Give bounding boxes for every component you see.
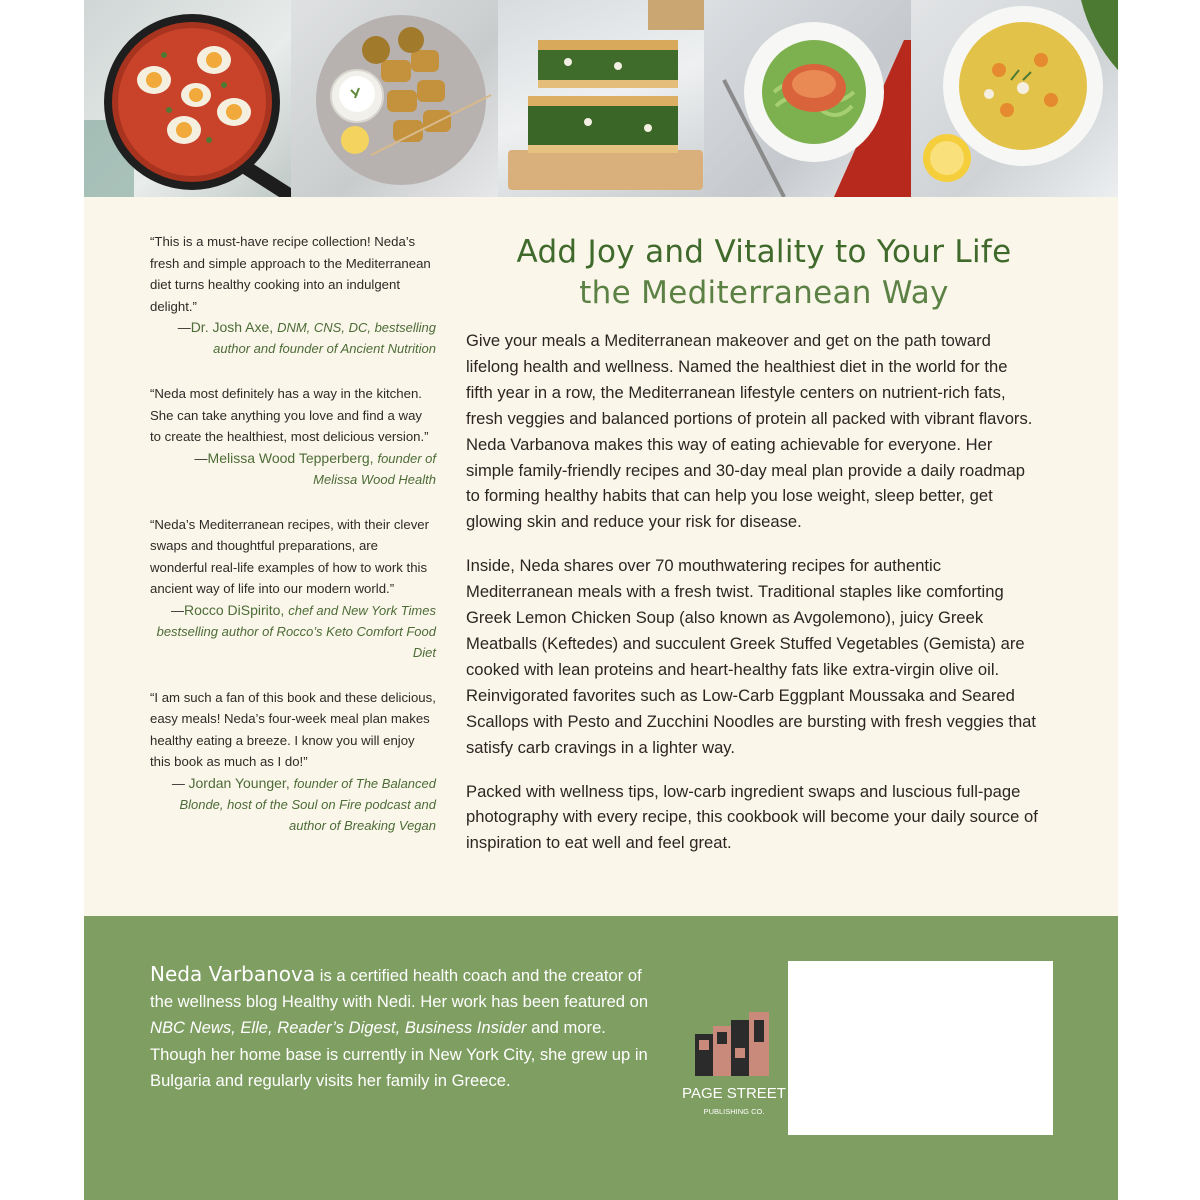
- lemon-chicken-soup-photo: [911, 0, 1118, 197]
- quote-attribution: [150, 773, 436, 836]
- headline-line-2: the Mediterranean Way: [579, 275, 949, 311]
- endorser-name: Melissa Wood Tepperberg,: [207, 449, 378, 466]
- endorser-name: Jordan Younger,: [188, 774, 294, 791]
- endorsement-quote: [150, 231, 436, 359]
- quote-text: “Neda most definitely has a way in the kitchen. She can take anything you love and find a way to create the healthiest, most delicious version.”: [150, 386, 429, 444]
- author-bio: [150, 961, 660, 1094]
- description-paragraph: Inside, Neda shares over 70 mouthwatering recipes for authentic Mediterranean meals with a fresh twist. Traditional staples like comforting Greek Lemon Chicken Soup (also known as Avgolemono), juicy Greek Meatballs (Keftedes) and succulent Greek Stuffed Vegetables (Gemista) are cooked with lean proteins and heart-healthy fats like extra-virgin olive oil. Reinvigorated favorites such as Low-Carb Eggplant Moussaka and Seared Scallops with Pesto and Zucchini Noodles are bursting with fresh veggies that satisfy carb cravings in a lighter way.: [466, 556, 1037, 757]
- endorser-title: founder of Melissa Wood Health: [313, 450, 436, 487]
- quote-attribution: [150, 448, 436, 490]
- spanakopita-photo: [498, 0, 705, 197]
- shakshuka-skillet-photo: [84, 0, 291, 197]
- bio-text-2: and more. Though her home base is currently in New York City, she grew up in Bulgaria and regularly visits her family in Greece.: [150, 1018, 648, 1090]
- quote-dash: —: [177, 320, 191, 335]
- bio-outlets: NBC News, Elle, Reader’s Digest, Business Insider: [150, 1018, 527, 1038]
- quote-text: “Neda’s Mediterranean recipes, with their clever swaps and thoughtful preparations, are wonderful real-life examples of how to work this ancient way of life into our modern world.”: [150, 516, 430, 596]
- endorser-title: DNM, CNS, DC, bestselling author and founder of Ancient Nutrition: [213, 320, 436, 356]
- endorsement-quote: [150, 383, 436, 490]
- salmon-zucchini-noodles-photo: [704, 0, 911, 197]
- endorser-name: Dr. Josh Axe,: [190, 319, 278, 335]
- quote-attribution: [150, 317, 436, 359]
- quote-dash: —: [171, 775, 189, 791]
- description-panel: [84, 197, 1118, 916]
- endorsements-column: [150, 231, 436, 860]
- book-description: [466, 328, 1038, 874]
- quote-text: “This is a must-have recipe collection! Neda’s fresh and simple approach to the Mediterranean diet turns healthy cooking into an indulgent delight.”: [150, 234, 431, 314]
- publisher-subtitle: PUBLISHING CO.: [703, 1107, 765, 1116]
- endorsement-quote: [150, 687, 436, 836]
- endorser-name: Rocco DiSpirito,: [183, 601, 289, 618]
- bio-text-1: is a certified health coach and the creator of the wellness blog Healthy with Nedi. Her work has been featured on: [150, 966, 649, 1012]
- quote-text: “I am such a fan of this book and these delicious, easy meals! Neda’s four-week meal plan makes healthy eating a breeze. I know you will enjoy this book as much as I do!”: [150, 689, 436, 769]
- endorser-title: chef and New York Times bestselling author of Rocco’s Keto Comfort Food Diet: [156, 602, 436, 660]
- cover-headline: [444, 231, 1084, 313]
- quote-dash: —: [170, 602, 184, 618]
- publisher-logo: [682, 1012, 786, 1136]
- endorsement-quote: [150, 514, 436, 663]
- headline-line-1: Add Joy and Vitality to Your Life: [516, 234, 1012, 270]
- barcode-placeholder: [788, 961, 1053, 1135]
- quote-attribution: [150, 600, 436, 663]
- author-footer: [84, 916, 1118, 1200]
- photo-strip: [84, 0, 1118, 197]
- author-name: Neda Varbanova: [150, 962, 316, 986]
- book-back-cover: [84, 0, 1118, 1200]
- description-paragraph: Packed with wellness tips, low-carb ingredient swaps and luscious full-page photography with every recipe, this cookbook will become your daily source of inspiration to eat well and feel great.: [466, 781, 1038, 853]
- chicken-skewers-photo: [291, 0, 498, 197]
- quote-dash: —: [194, 450, 208, 466]
- publisher-name: PAGE STREET: [682, 1085, 786, 1102]
- description-paragraph: Give your meals a Mediterranean makeover and get on the path toward lifelong health and wellness. Named the healthiest diet in the world for the fifth year in a row, the Mediterranean lifestyle centers on nutrient-rich fats, fresh veggies and balanced portions of protein all packed with vibrant flavors. Neda Varbanova makes this way of eating achievable for everyone. Her simple family-friendly recipes and 30-day meal plan provide a daily roadmap to forming healthy habits that can help you lose weight, sleep better, get glowing skin and reduce your risk for disease.: [466, 331, 1033, 532]
- endorser-title: founder of The Balanced Blonde, host of the Soul on Fire podcast and author of Breaking Vegan: [179, 775, 436, 833]
